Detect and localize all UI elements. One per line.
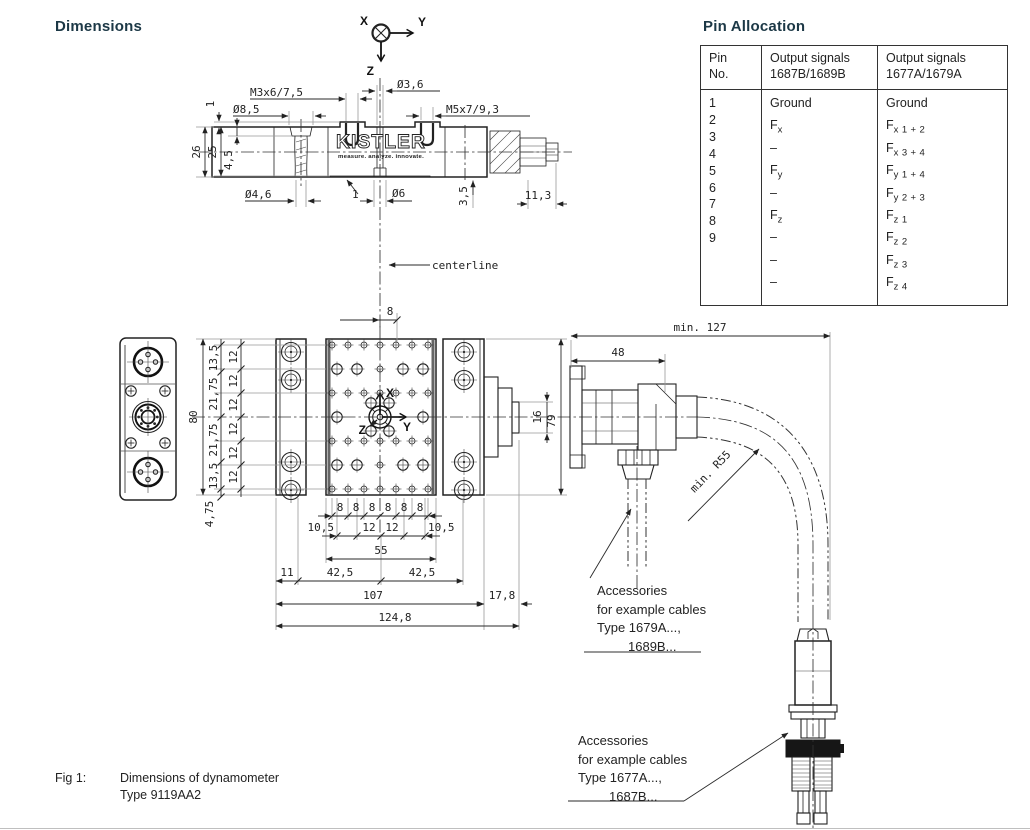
dim-label-m3: M3x6/7,5 (250, 86, 303, 99)
dim-label-h25: 25 (206, 145, 219, 159)
dim-label-b1: 1 (352, 188, 359, 201)
dim-label-chain-c-0: 10,5 (307, 521, 334, 534)
dimensions-heading: Dimensions (55, 18, 143, 35)
dim-label-d6: Ø6 (392, 187, 406, 200)
dim-label-h26: 26 (190, 145, 203, 159)
signals-1687b-column: Ground $F_x$ – $F_y$ – $F_z$ – – – (761, 90, 877, 305)
dim-label-chain-b-5: 12 (227, 470, 240, 484)
figure-number: Fig 1: (55, 771, 87, 785)
dim-label-v80: 80 (187, 410, 200, 424)
dim-label-w55: 55 (374, 544, 388, 557)
pin-col-header: Pin No. (709, 51, 729, 81)
coordinate-axes-icon (360, 14, 426, 78)
accessories-top-line4: 1689B... (628, 638, 677, 654)
accessories-bottom-line1: Accessories (578, 733, 649, 748)
pin-table-body (701, 90, 1007, 305)
straight-connector (786, 616, 844, 829)
centerline-label: centerline (432, 259, 499, 272)
signals-1677a-header: Output signals 1677A/1679A (877, 46, 1007, 89)
accessories-bottom-line3: Type 1677A..., (578, 770, 662, 785)
kistler-tagline: measure. analyze. innovate. (338, 154, 425, 160)
dim-label-eight-2: 8 (368, 501, 376, 514)
dim-label-chain-c-2: 12 (385, 521, 399, 534)
signals-1687b-header: Output signals 1687B/1689B (761, 46, 877, 89)
dim-label-w107: 107 (363, 589, 383, 602)
dim-label-chain-a-1: 21,75 (207, 377, 220, 411)
dim-label-m5: M5x7/9,3 (446, 103, 499, 116)
dim-label-chain-b-3: 12 (227, 422, 240, 436)
dim-label-chain-a-3: 13,5 (207, 462, 220, 490)
accessories-top-line1: Accessories (597, 583, 668, 598)
dim-label-chain-b-1: 12 (227, 374, 240, 388)
figure-caption (120, 770, 279, 803)
dim-label-chain-c-3: 10,5 (428, 521, 455, 534)
dim-label-d46: Ø4,6 (245, 188, 272, 201)
accessories-note-top (597, 582, 706, 656)
plan-axis-y-label: Y (403, 420, 412, 434)
pin-numbers-column: 1 2 3 4 5 6 7 8 9 (709, 96, 716, 246)
dim-label-eight-4: 8 (400, 501, 408, 514)
accessories-bottom-line4: 1687B... (609, 788, 658, 804)
accessories-bottom-line2: for example cables (578, 751, 688, 767)
dim-label-chain-c-1: 12 (362, 521, 376, 534)
accessories-top-line2: for example cables (597, 601, 707, 617)
dim-label-v79: 79 (545, 414, 558, 428)
plan-axis-z-label: Z (358, 423, 366, 437)
dim-label-d35: 3,5 (457, 186, 470, 206)
dim-label-minr55: min. R55 (687, 447, 734, 496)
dim-label-v16: 16 (531, 410, 544, 424)
axis-x-label: X (359, 14, 368, 28)
dim-label-w11: 11 (280, 566, 294, 579)
dim-label-eight-5: 8 (416, 501, 424, 514)
dim-label-min127: min. 127 (673, 321, 727, 334)
dim-label-w425l: 42,5 (326, 566, 354, 579)
figure-caption-line2: Type 9119AA2 (120, 787, 202, 802)
dim-label-w178: 17,8 (488, 589, 516, 602)
dim-label-chain-a-2: 21,75 (207, 423, 220, 457)
dim-label-chain-b-2: 12 (227, 398, 240, 412)
dim-label-eight-3: 8 (384, 501, 392, 514)
dim-label-h45: 4,5 (222, 150, 235, 170)
dim-label-w113: 11,3 (524, 189, 552, 202)
pin-allocation-table (700, 45, 1008, 306)
pin-allocation-heading: Pin Allocation (703, 18, 806, 35)
dim-label-v475: 4,75 (203, 500, 216, 528)
pin-table-header (701, 46, 1007, 90)
accessories-note-bottom (578, 732, 687, 806)
dim-label-chain-a-0: 13,5 (207, 344, 220, 372)
dim-label-top8: 8 (386, 305, 394, 318)
dim-label-48: 48 (611, 346, 625, 359)
dim-label-w1248: 124,8 (378, 611, 412, 624)
plan-view-dimensions (187, 305, 567, 630)
dim-label-chain-b-4: 12 (227, 446, 240, 460)
accessories-top-line3: Type 1679A..., (597, 620, 681, 635)
kistler-logo: KISTLER (336, 132, 426, 153)
dim-label-d85: Ø8,5 (233, 103, 260, 116)
axis-y-label: Y (418, 15, 427, 29)
dim-label-w425r: 42,5 (408, 566, 436, 579)
dim-label-eight-0: 8 (336, 501, 344, 514)
axis-z-label: Z (366, 64, 374, 78)
figure-caption-line1: Dimensions of dynamometer (120, 771, 280, 785)
dim-label-chain-b-0: 12 (227, 350, 240, 364)
dim-label-t1: 1 (204, 100, 217, 108)
dim-label-eight-1: 8 (352, 501, 360, 514)
cable-dimensions (568, 321, 830, 801)
end-view-connector-face (120, 338, 176, 500)
plan-axis-x-label: X (386, 386, 395, 400)
dim-label-d36: Ø3,6 (397, 78, 424, 91)
signals-1677a-column: Ground $F_{x 1 + 2}$ $F_{x 3 + 4}$ $F_{y 1 + 4}$ $F_{y 2 + 3}$ $F_{z 1}$ $F_{z 2}$ $F_{z 3}$ $F_{z 4}$ (877, 90, 1007, 305)
